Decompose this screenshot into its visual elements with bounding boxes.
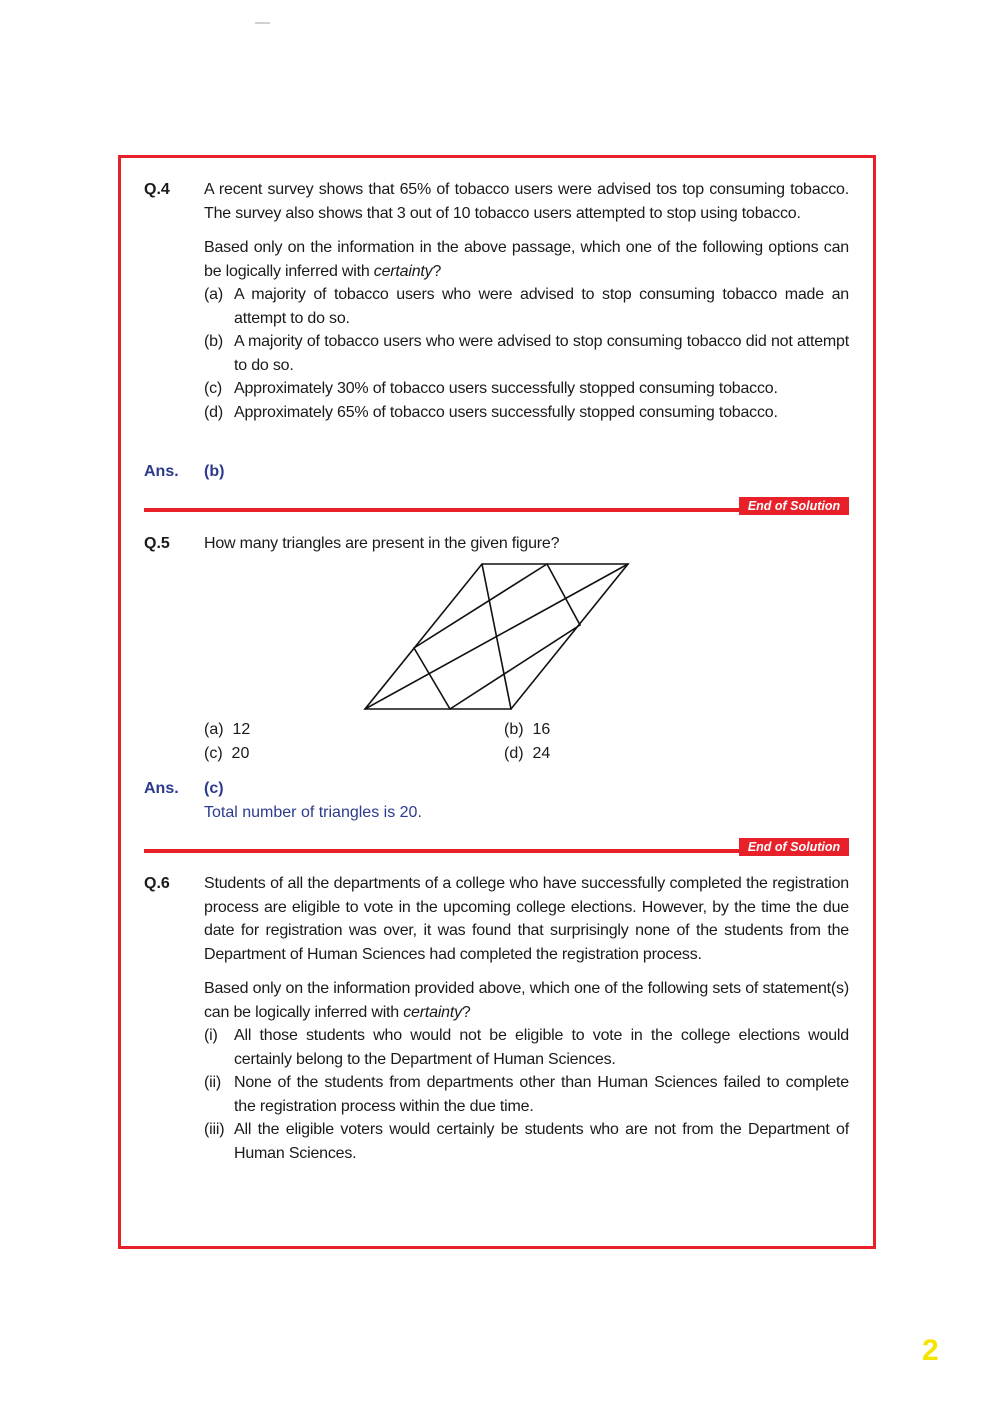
option-a: (a) A majority of tobacco users who were advised to stop consuming tobacco made an attempt to do so. [204, 286, 849, 327]
question-number: Q.5 [144, 535, 170, 552]
option-a: (a) 12 [204, 721, 251, 738]
end-of-solution-badge: End of Solution [739, 497, 849, 515]
top-margin-mark [255, 22, 270, 24]
question-prompt: Based only on the information provided above, which one of the following sets of statement(s) can be logically inferred with certainty? [204, 980, 849, 1021]
end-of-solution-rule [144, 508, 740, 512]
question-passage: How many triangles are present in the given figure? [204, 535, 560, 552]
statement-iii: (iii) All the eligible voters would certainly be students who are not from the Department of Human Sciences. [204, 1121, 849, 1162]
option-c: (c) Approximately 30% of tobacco users successfully stopped consuming tobacco. [204, 380, 778, 397]
option-b: (b) A majority of tobacco users who were advised to stop consuming tobacco did not attempt to do so. [204, 333, 849, 374]
option-b: (b) 16 [504, 721, 551, 738]
answer-explanation: Total number of triangles is 20. [204, 804, 422, 821]
statement-i: (i) All those students who would not be eligible to vote in the college elections would certainly belong to the Department of Human Sciences. [204, 1027, 849, 1068]
page-number: 2 [922, 1334, 939, 1367]
option-d: (d) 24 [504, 744, 551, 762]
option-c: (c) 20 [204, 744, 250, 762]
question-6 [144, 872, 849, 1165]
statement-ii: (ii) None of the students from departments other than Human Sciences failed to complete the registration process within the due time. [204, 1074, 849, 1115]
end-of-solution-rule [144, 849, 740, 853]
question-number: Q.6 [144, 875, 170, 892]
question-number: Q.4 [144, 181, 170, 198]
option-d: (d) Approximately 65% of tobacco users successfully stopped consuming tobacco. [204, 403, 778, 421]
question-prompt: Based only on the information in the above passage, which one of the following options can be logically inferred with certainty? [204, 239, 849, 280]
question-5 [144, 532, 849, 556]
question-passage: Students of all the departments of a college who have successfully completed the registration process are eligible to vote in the upcoming college elections. However, by the time the due date for registration was over, it was found that surprisingly none of the students from the Department of Human Sciences had completed the registration process. [204, 875, 849, 963]
question-passage: A recent survey shows that 65% of tobacco users were advised tos top consuming tobacco. The survey also shows that 3 out of 10 tobacco users attempted to stop using tobacco. [204, 181, 849, 222]
question-4 [144, 178, 849, 424]
end-of-solution-badge: End of Solution [739, 838, 849, 856]
